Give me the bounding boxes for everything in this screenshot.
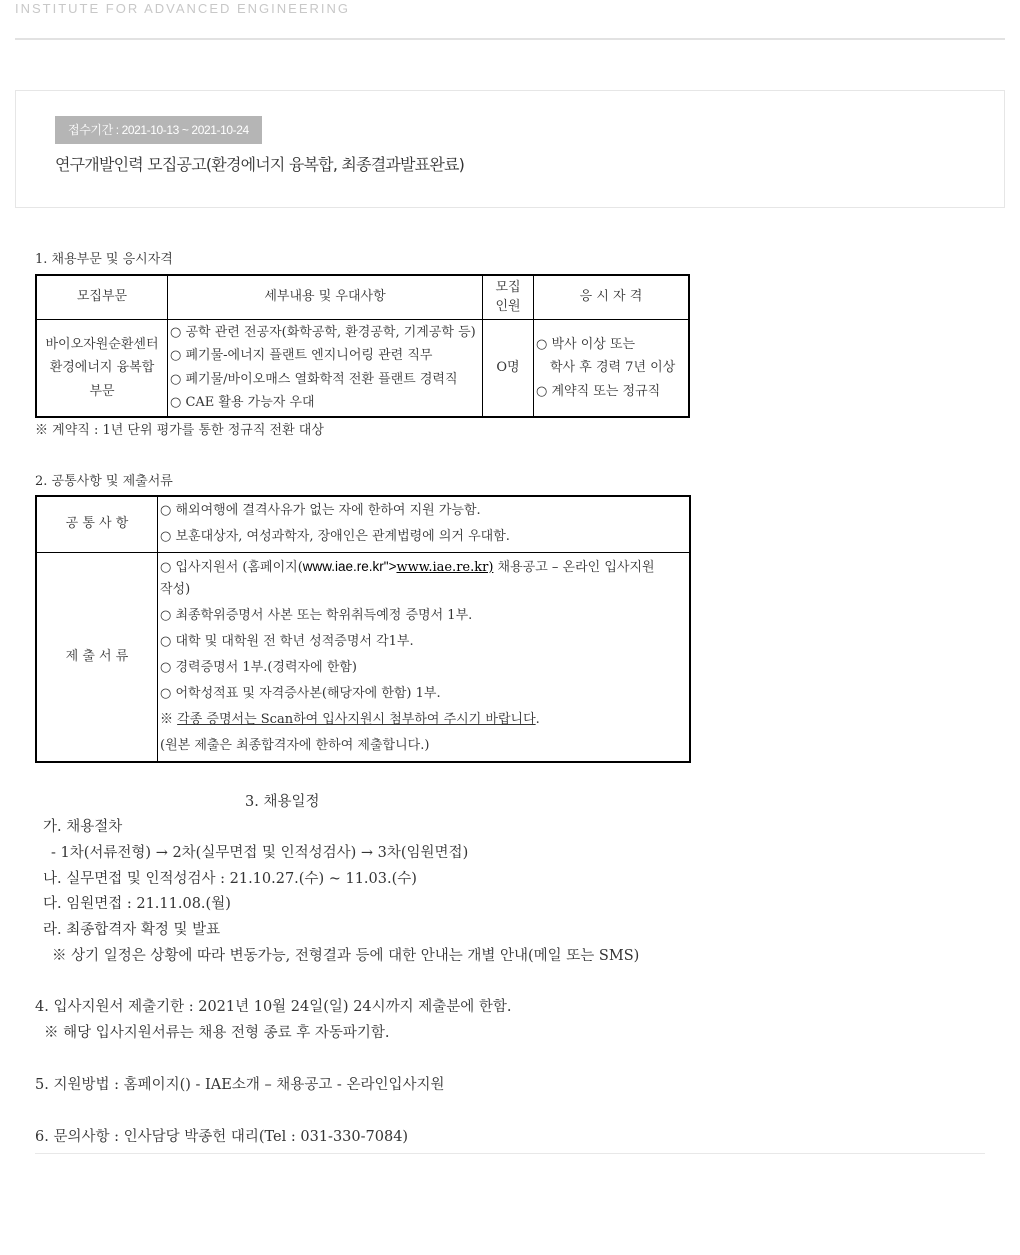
docs-label: 제 출 서 류 [36, 552, 158, 762]
apply-item [160, 554, 681, 601]
division-line: 부문 [89, 383, 115, 399]
section1-heading: 1. 채용부문 및 응시자격 [35, 252, 173, 267]
header-divider [15, 38, 1005, 40]
headcount-cell: O명 [483, 319, 534, 417]
doc-item: ○ 최종학위증명서 사본 또는 학위취득예정 증명서 1부. [160, 607, 473, 623]
section5 [35, 1073, 985, 1099]
homepage-link[interactable]: www.iae.re.kr) [396, 559, 494, 575]
scan-note-end: . [535, 711, 540, 727]
doc-item: ○ 어학성적표 및 자격증사본(해당자에 한함) 1부. [160, 685, 441, 701]
site-name: INSTITUTE FOR ADVANCED ENGINEERING [15, 1, 351, 16]
post-title: 연구개발인력 모집공고(환경에너지 융복합, 최종결과발표완료) [55, 155, 465, 174]
scan-note [160, 707, 681, 733]
details-cell [168, 319, 483, 417]
col-header-headcount: 모집 인원 [483, 275, 534, 319]
detail-item: ○ 폐기물-에너지 플랜트 엔지니어링 관련 직무 [170, 348, 433, 364]
section2-heading: 2. 공통사항 및 제출서류 [35, 474, 173, 489]
common-item: ○ 해외여행에 결격사유가 없는 자에 한하여 지원 가능함. [160, 503, 481, 519]
content-divider [35, 1153, 985, 1154]
detail-item: ○ 폐기물/바이오매스 열화학적 전환 플랜트 경력직 [170, 371, 458, 387]
schedule-line: 가. 채용절차 [43, 819, 123, 836]
qualification-item: ○ 계약직 또는 정규직 [536, 383, 661, 399]
common-cell [158, 496, 691, 552]
post-body [35, 250, 985, 1150]
period-badge: 접수기간 : 2021-10-13 ~ 2021-10-24 [55, 116, 262, 144]
recruit-table [35, 274, 690, 418]
common-label: 공 통 사 항 [36, 496, 158, 552]
contract-note: ※ 계약직 : 1년 단위 평가를 통한 정규직 전환 대상 [35, 423, 324, 438]
section6 [35, 1125, 985, 1151]
apply-text: ○ 입사지원서 (홈페이지( [160, 559, 303, 575]
detail-item: ○ CAE 활용 가능자 우대 [170, 395, 315, 411]
qualification-item: 학사 후 경력 7년 이상 [550, 360, 676, 375]
deadline-note: ※ 해당 입사지원서류는 채용 전형 종료 후 자동파기함. [44, 1025, 390, 1042]
contact-line: 6. 문의사항 : 인사담당 박종헌 대리(Tel : 031-330-7084) [35, 1128, 409, 1145]
qualification-cell [534, 319, 690, 417]
apply-text-cont: 작성) [160, 581, 191, 597]
division-line: 바이오자원순환센터 [45, 336, 159, 352]
col-header-qualification: 응 시 자 격 [534, 275, 690, 319]
division-cell [36, 319, 168, 417]
doc-item: ○ 대학 및 대학원 전 학년 성적증명서 각1부. [160, 633, 414, 649]
schedule-line: 나. 실무면접 및 인적성검사 : 21.10.27.(수) ~ 11.03.(수) [43, 870, 417, 887]
section4 [35, 995, 985, 1046]
schedule-note: ※ 상기 일정은 상황에 따라 변동가능, 전형결과 등에 대한 안내는 개별 안내(메일 또는 SMS) [52, 947, 640, 964]
post-title-box [15, 90, 1005, 208]
doc-item: ○ 경력증명서 1부.(경력자에 한함) [160, 659, 357, 675]
apply-url-text: www.iae.re.kr"> [302, 558, 397, 574]
docs-cell [158, 552, 691, 762]
common-item: ○ 보훈대상자, 여성과학자, 장애인은 관계법령에 의거 우대함. [160, 529, 510, 545]
apply-text: 채용공고 – 온라인 입사지원 [493, 559, 655, 575]
section3-heading: 3. 채용일정 [245, 793, 320, 810]
original-note: (원본 제출은 최종합격자에 한하여 제출합니다.) [160, 737, 430, 753]
note-mark: ※ [160, 711, 178, 727]
apply-method-line: 5. 지원방법 : 홈페이지() - IAE소개 – 채용공고 - 온라인입사지원 [35, 1076, 445, 1093]
col-header-division: 모집부문 [36, 275, 168, 319]
schedule-line: 라. 최종합격자 확정 및 발표 [43, 922, 221, 939]
division-line: 환경에너지 융복합 [49, 360, 155, 375]
col-header-details: 세부내용 및 우대사항 [168, 275, 483, 319]
schedule-line: - 1차(서류전형) → 2차(실무면접 및 인적성검사) → 3차(임원면접) [51, 844, 469, 861]
deadline-line: 4. 입사지원서 제출기한 : 2021년 10월 24일(일) 24시까지 제출분에 한함. [35, 999, 512, 1016]
section3 [35, 790, 985, 970]
submission-table [35, 495, 691, 763]
detail-item: ○ 공학 관련 전공자(화학공학, 환경공학, 기계공학 등) [170, 324, 476, 340]
qualification-item: ○ 박사 이상 또는 [536, 336, 636, 352]
schedule-line: 다. 임원면접 : 21.11.08.(월) [43, 896, 231, 913]
scan-note-text: 각종 증명서는 Scan하여 입사지원시 첨부하여 주시기 바랍니다 [177, 711, 536, 727]
